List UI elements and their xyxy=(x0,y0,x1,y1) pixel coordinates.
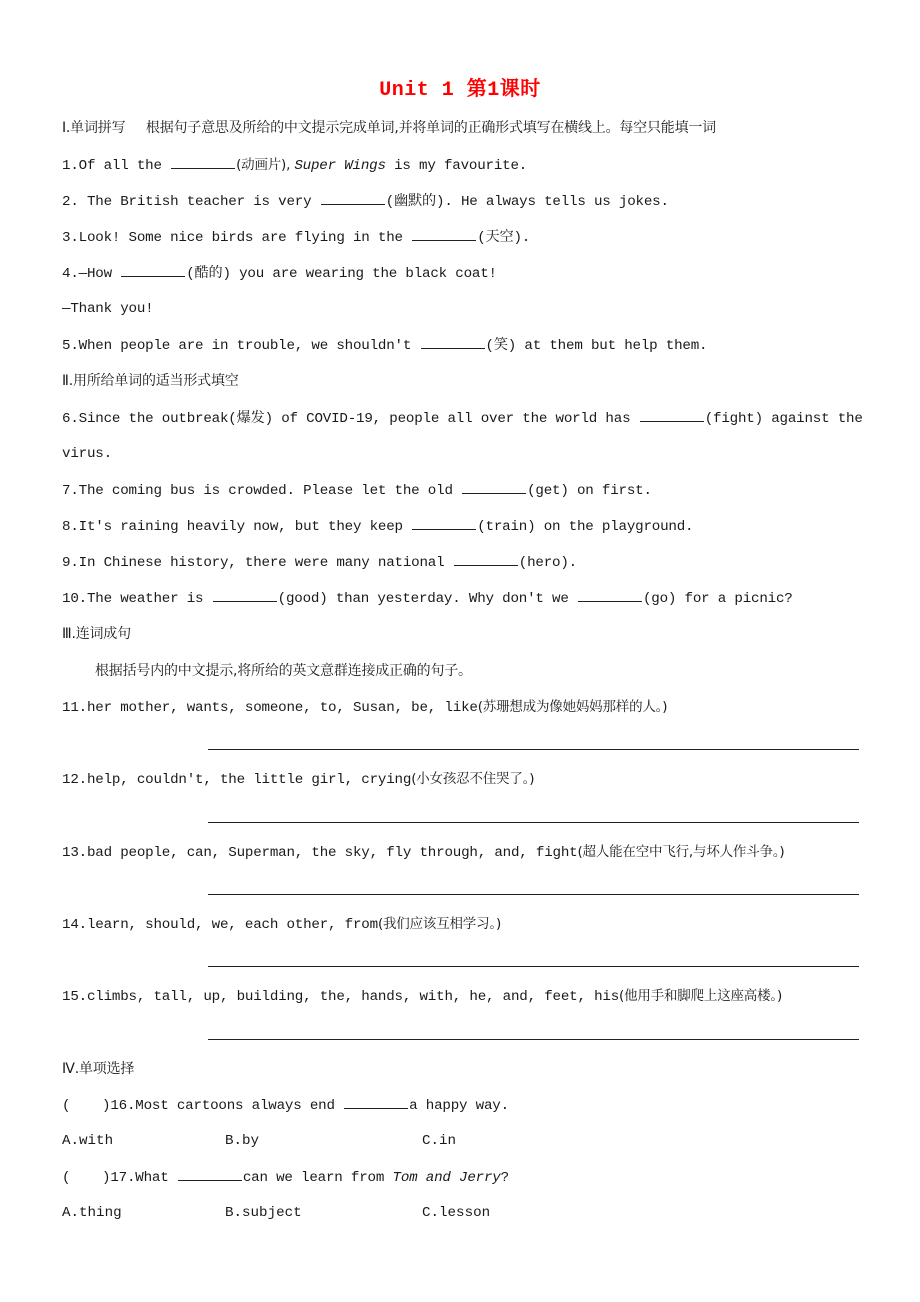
answer-blank[interactable] xyxy=(171,155,235,169)
section-3-instruction: 根据括号内的中文提示,将所给的英文意群连接成正确的句子。 xyxy=(95,663,472,679)
question-14: 14.learn, should, we, each other, from(我们应该互相学习。) xyxy=(62,916,502,933)
question-2: 2. The British teacher is very (幽默的). He always tells us jokes. xyxy=(62,191,669,212)
question-4: 4.—How (酷的) you are wearing the black coat! xyxy=(62,263,497,284)
title-italic: Tom and Jerry xyxy=(392,1170,501,1186)
answer-blank[interactable] xyxy=(178,1167,242,1181)
question-12: 12.help, couldn't, the little girl, crying(小女孩忍不住哭了。) xyxy=(62,771,535,788)
answer-line-12[interactable] xyxy=(208,822,859,823)
question-8: 8.It's raining heavily now, but they keep (train) on the playground. xyxy=(62,516,693,537)
question-3: 3.Look! Some nice birds are flying in the (天空). xyxy=(62,227,530,248)
answer-line-11[interactable] xyxy=(208,749,859,750)
answer-blank[interactable] xyxy=(578,588,642,602)
answer-line-14[interactable] xyxy=(208,966,859,967)
question-1: 1.Of all the (动画片), Super Wings is my favourite. xyxy=(62,157,528,174)
question-9: 9.In Chinese history, there were many national (hero). xyxy=(62,552,577,573)
q16-option-c[interactable]: C.in xyxy=(422,1133,457,1149)
section-1-heading: Ⅰ.单词拼写 xyxy=(62,120,126,136)
answer-line-15[interactable] xyxy=(208,1039,859,1040)
question-6: 6.Since the outbreak(爆发) of COVID-19, people all over the world has (fight) against the xyxy=(62,408,863,429)
title-italic: Super Wings xyxy=(294,158,386,174)
answer-paren[interactable]: ( xyxy=(62,1170,71,1186)
section-2-heading: Ⅱ.用所给单词的适当形式填空 xyxy=(62,373,239,389)
question-11: 11.her mother, wants, someone, to, Susan, be, like(苏珊想成为像她妈妈那样的人。) xyxy=(62,699,668,716)
question-16: ( )16.Most cartoons always end a happy way. xyxy=(62,1095,509,1116)
q17-option-c[interactable]: C.lesson xyxy=(422,1205,491,1221)
question-17: ( )17.What can we learn from Tom and Jerry? xyxy=(62,1167,509,1188)
question-6-cont: virus. xyxy=(62,446,112,462)
question-13: 13.bad people, can, Superman, the sky, fly through, and, fight(超人能在空中飞行,与坏人作斗争。) xyxy=(62,844,785,861)
answer-line-13[interactable] xyxy=(208,894,859,895)
answer-blank[interactable] xyxy=(412,227,476,241)
question-15: 15.climbs, tall, up, building, the, hands, with, he, and, feet, his(他用手和脚爬上这座高楼。) xyxy=(62,988,783,1005)
section-1-instruction: 根据句子意思及所给的中文提示完成单词,并将单词的正确形式填写在横线上。每空只能填一词 xyxy=(145,120,716,136)
question-4-reply: —Thank you! xyxy=(62,301,154,317)
answer-paren[interactable]: ( xyxy=(62,1098,71,1114)
q16-option-a[interactable]: A.with xyxy=(62,1133,114,1149)
question-10: 10.The weather is (good) than yesterday. Why don't we (go) for a picnic? xyxy=(62,588,793,609)
answer-blank[interactable] xyxy=(454,552,518,566)
q16-option-b[interactable]: B.by xyxy=(225,1133,260,1149)
q17-option-a[interactable]: A.thing xyxy=(62,1205,122,1221)
answer-blank[interactable] xyxy=(412,516,476,530)
section-4-heading: Ⅳ.单项选择 xyxy=(62,1061,135,1077)
answer-blank[interactable] xyxy=(640,408,704,422)
section-3-heading: Ⅲ.连词成句 xyxy=(62,626,131,642)
answer-blank[interactable] xyxy=(421,335,485,349)
question-5: 5.When people are in trouble, we shouldn't (笑) at them but help them. xyxy=(62,335,707,356)
answer-blank[interactable] xyxy=(344,1095,408,1109)
answer-blank[interactable] xyxy=(121,263,185,277)
page-title: Unit 1 第1课时 xyxy=(379,79,541,102)
section-1-header xyxy=(62,118,716,138)
answer-blank[interactable] xyxy=(213,588,277,602)
q17-option-b[interactable]: B.subject xyxy=(225,1205,302,1221)
question-7: 7.The coming bus is crowded. Please let the old (get) on first. xyxy=(62,480,652,501)
answer-blank[interactable] xyxy=(462,480,526,494)
answer-blank[interactable] xyxy=(321,191,385,205)
